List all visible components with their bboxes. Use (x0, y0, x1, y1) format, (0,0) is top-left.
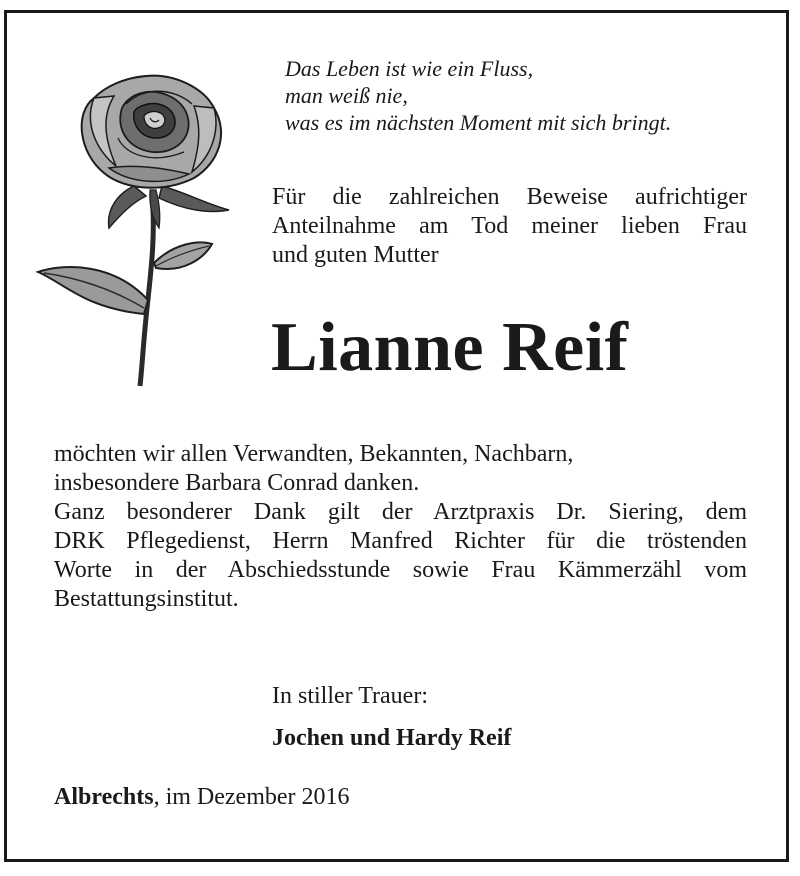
body-line: DRK Pflegedienst, Herrn Manfred Richter für die tröstenden (54, 528, 747, 554)
thanks-line: Für die zahlreichen Beweise aufrichtiger (272, 184, 747, 210)
quote-block (285, 55, 755, 136)
body-line: Ganz besonderer Dank gilt der Arztpraxis Dr. Siering, dem (54, 499, 747, 525)
rose-icon (34, 68, 239, 388)
place-date (54, 783, 350, 812)
body-line: möchten wir allen Verwandten, Bekannten, Nachbarn, (54, 441, 574, 467)
body-line: Bestattungsinstitut. (54, 586, 239, 612)
family-names: Jochen und Hardy Reif (272, 725, 512, 751)
thanks-intro (272, 183, 747, 270)
place-town: Albrechts (54, 784, 154, 810)
thanks-line: und guten Mutter (272, 242, 439, 268)
quote-line: Das Leben ist wie ein Fluss, (285, 56, 534, 81)
body-text (54, 440, 747, 614)
quote-line: man weiß nie, (285, 83, 408, 108)
quote-line: was es im nächsten Moment mit sich bringt. (285, 110, 672, 135)
thanks-line: Anteilnahme am Tod meiner lieben Frau (272, 213, 747, 239)
body-line: insbesondere Barbara Conrad danken. (54, 470, 420, 496)
place-date-text: , im Dezember 2016 (153, 784, 350, 810)
deceased-name: Lianne Reif (271, 309, 629, 386)
body-line: Worte in der Abschiedsstunde sowie Frau Kämmerzähl vom (54, 557, 747, 583)
mourning-label: In stiller Trauer: (272, 683, 428, 709)
